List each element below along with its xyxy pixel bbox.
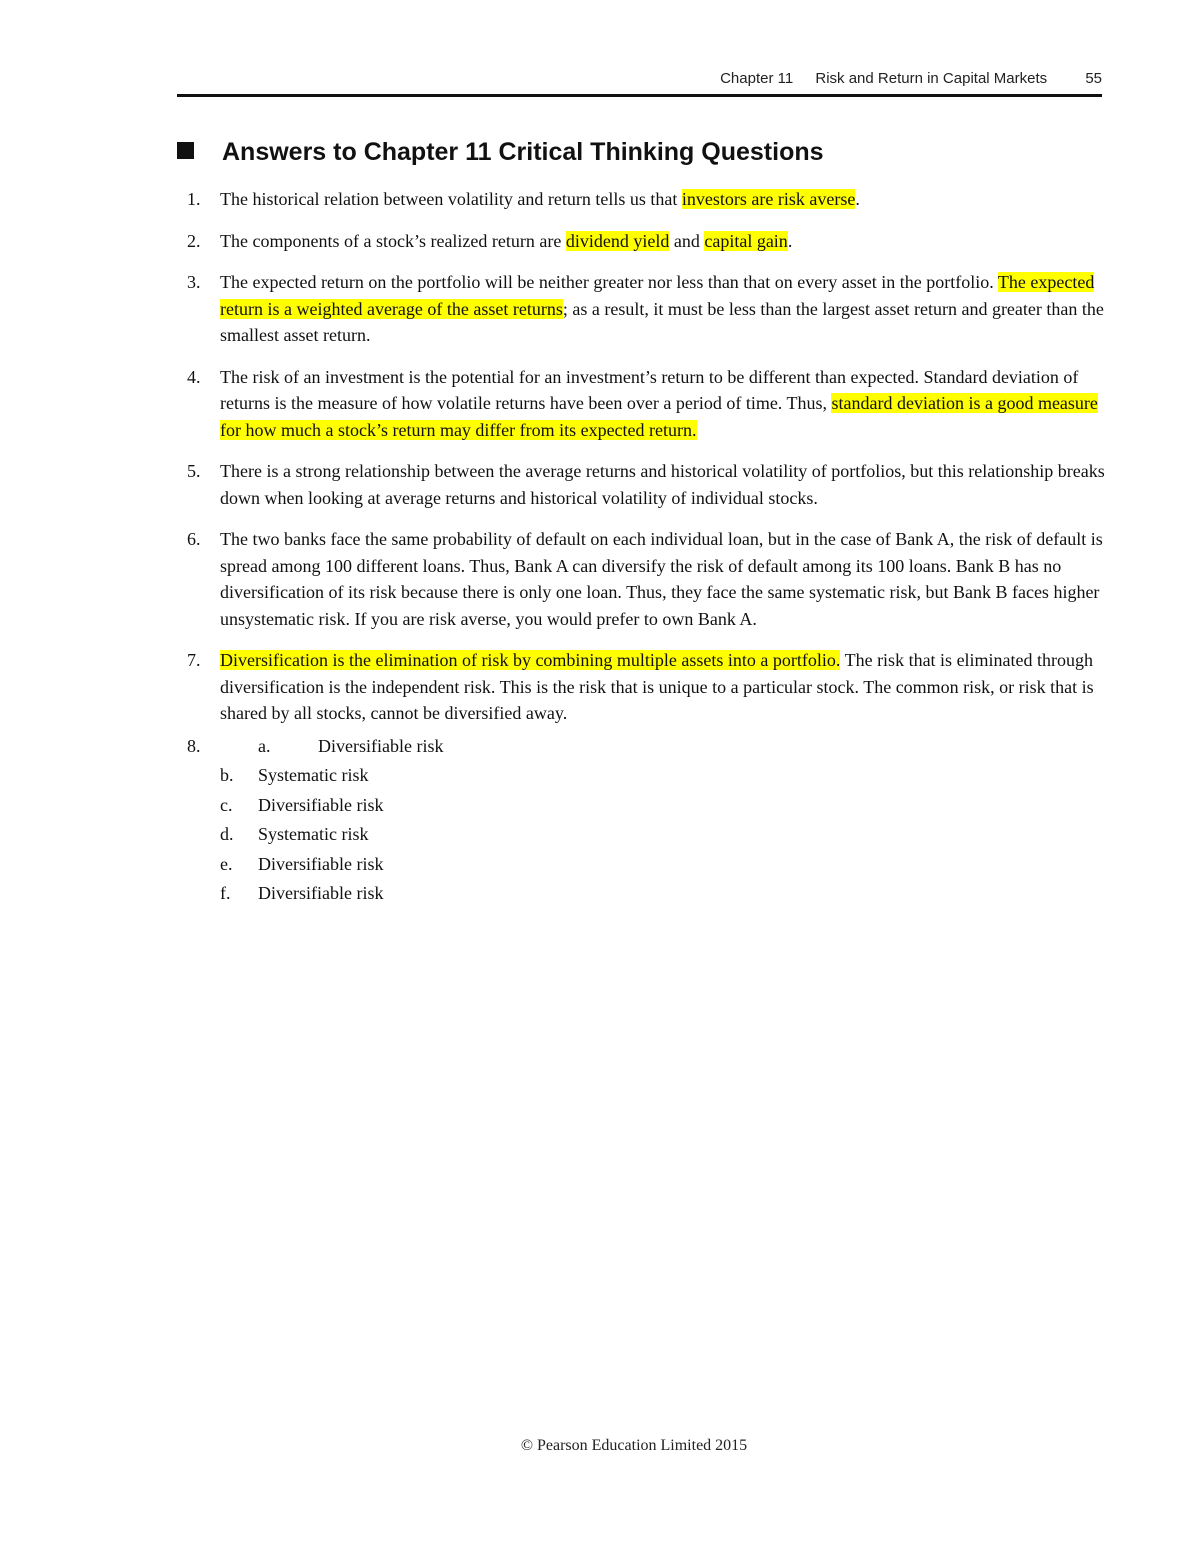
sub-answer-text: Diversifiable risk bbox=[258, 853, 384, 874]
sub-answer-item bbox=[0, 879, 1200, 909]
sub-answer-letter: e. bbox=[220, 853, 233, 874]
answer-text-run: The historical relation between volatility and return tells us that bbox=[220, 189, 682, 209]
answer-text bbox=[220, 367, 1098, 440]
header-rule bbox=[177, 94, 1102, 97]
answer-text bbox=[220, 189, 860, 209]
answer-number: 1. bbox=[187, 189, 201, 209]
sub-answer-letter: b. bbox=[220, 765, 234, 786]
answer-text-run: . bbox=[787, 230, 793, 251]
running-header bbox=[0, 70, 1102, 87]
answer-text bbox=[220, 272, 1104, 345]
section-heading-text: Answers to Chapter 11 Critical Thinking Questions bbox=[222, 138, 824, 166]
answer-text-run: The expected return on the portfolio will be neither greater nor less than that on every asset in the portfolio. bbox=[220, 272, 998, 292]
answer-item bbox=[0, 228, 1105, 255]
sub-answer-item bbox=[0, 850, 1200, 880]
answer-text-run: . bbox=[855, 189, 860, 209]
answer-item bbox=[0, 526, 1105, 632]
answer-number: 8. bbox=[187, 735, 201, 756]
sub-answer-text: Diversifiable risk bbox=[258, 883, 384, 904]
copyright-footer: © Pearson Education Limited 2015 bbox=[520, 1437, 748, 1454]
sub-answer-text: Systematic risk bbox=[258, 824, 369, 845]
answer-text-run: The risk of an investment is the potential for an investment’s return to be different than expected. Standard deviation of returns is the measure of how volatile returns have been over a period of time. Thus, bbox=[220, 366, 1079, 413]
header-title: Risk and Return in Capital Markets bbox=[815, 70, 1048, 87]
sub-answer-letter: d. bbox=[220, 824, 234, 845]
answer-number: 3. bbox=[187, 272, 201, 292]
sub-answer-item bbox=[0, 791, 1200, 821]
answers-list bbox=[0, 186, 1200, 909]
answer-text bbox=[220, 231, 792, 251]
answer-text-run: ; as a result, it must be less than the largest asset return and greater than the smallest asset return. bbox=[220, 298, 1104, 345]
answer-text bbox=[220, 529, 1103, 629]
answer-item bbox=[0, 647, 1105, 727]
answer-text-run: The risk that is eliminated through diversification is the independent risk. This is the risk that is unique to a particular stock. The common risk, or risk that is shared by all stocks, cannot be diversified away. bbox=[220, 650, 1094, 723]
answer-number: 2. bbox=[187, 230, 201, 251]
highlighted-text: The expected return is a weighted average of the asset returns bbox=[220, 272, 1095, 319]
sub-answer-letter: f. bbox=[220, 883, 231, 904]
sub-answer-letter: a. bbox=[258, 735, 271, 756]
answer-text-run: The components of a stock’s realized return are bbox=[220, 230, 566, 251]
highlighted-text: Diversification is the elimination of risk by combining multiple assets into a portfolio. bbox=[220, 650, 841, 670]
answer-number: 5. bbox=[187, 461, 201, 481]
sub-answer-item bbox=[0, 732, 1200, 762]
sub-answer-text: Diversifiable risk bbox=[258, 794, 384, 815]
highlighted-text: investors are risk averse bbox=[681, 189, 856, 209]
answer-text bbox=[220, 650, 1094, 723]
sub-answer-item bbox=[0, 820, 1200, 850]
answer-item bbox=[0, 458, 1105, 511]
question-8-list bbox=[0, 732, 1200, 910]
square-bullet-icon bbox=[177, 142, 194, 159]
answers-body bbox=[0, 186, 1200, 727]
answer-number: 7. bbox=[187, 650, 201, 670]
highlighted-text: capital gain bbox=[704, 230, 788, 251]
sub-answer-text: Diversifiable risk bbox=[318, 735, 444, 756]
answer-text bbox=[220, 461, 1105, 508]
answer-text-run: and bbox=[669, 230, 705, 251]
answer-item bbox=[0, 364, 1105, 444]
answer-item bbox=[0, 186, 1105, 213]
answer-number: 6. bbox=[187, 529, 201, 549]
sub-answer-text: Systematic risk bbox=[258, 765, 369, 786]
answer-item bbox=[0, 269, 1105, 349]
sub-answer-letter: c. bbox=[220, 794, 233, 815]
highlighted-text: standard deviation is a good measure for how much a stock’s return may differ from its expected return. bbox=[220, 393, 1098, 440]
highlighted-text: dividend yield bbox=[565, 230, 670, 251]
answer-text-run: The two banks face the same probability of default on each individual loan, but in the case of Bank A, the risk of default is spread among 100 different loans. Thus, Bank A can diversify the risk of default among its 100 loans. Bank B has no diversification of its risk because there is only one loan. Thus, they face the same systematic risk, but Bank B faces higher unsystematic risk. If you are risk averse, you would prefer to own Bank A. bbox=[220, 529, 1103, 629]
header-chapter: Chapter 11 bbox=[720, 70, 794, 87]
section-heading bbox=[177, 136, 824, 168]
answer-text-run: There is a strong relationship between the average returns and historical volatility of portfolios, but this relationship breaks down when looking at average returns and historical volatility of individual stocks. bbox=[220, 461, 1105, 508]
sub-answer-item bbox=[0, 761, 1200, 791]
answer-number: 4. bbox=[187, 366, 201, 387]
header-page-number: 55 bbox=[1085, 70, 1102, 87]
